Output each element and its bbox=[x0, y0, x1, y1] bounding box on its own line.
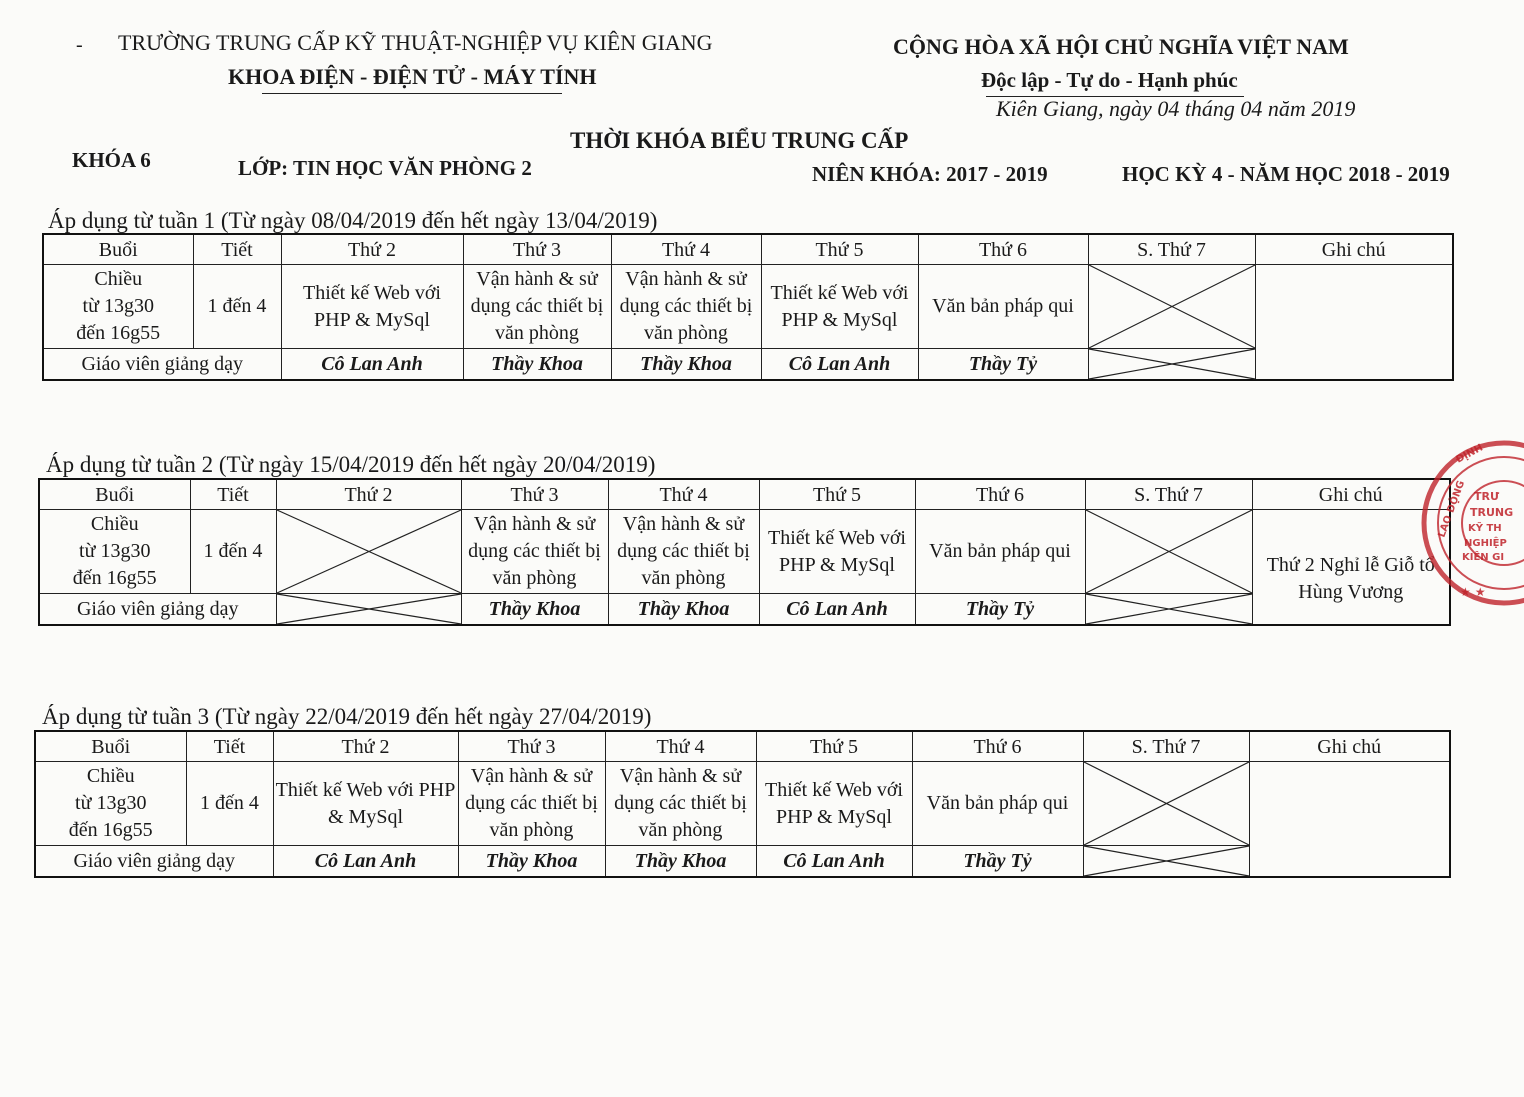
column-header: S. Thứ 7 bbox=[1083, 731, 1249, 762]
column-header: Thứ 6 bbox=[918, 234, 1088, 265]
document-title: THỜI KHÓA BIỂU TRUNG CẤP bbox=[570, 128, 909, 153]
column-header: Thứ 2 bbox=[281, 234, 463, 265]
course-label: KHÓA 6 bbox=[72, 148, 151, 172]
subject-cell: Văn bản pháp qui bbox=[918, 265, 1088, 349]
crossed-out-cell bbox=[1088, 349, 1255, 381]
teacher-cell: Thầy Tỷ bbox=[918, 349, 1088, 381]
column-header: Thứ 3 bbox=[463, 234, 611, 265]
column-header: Thứ 3 bbox=[458, 731, 605, 762]
subject-cell: Vận hành & sử dụng các thiết bị văn phòng bbox=[608, 510, 759, 594]
week-1-title: Áp dụng từ tuần 1 (Từ ngày 08/04/2019 đến hết ngày 13/04/2019) bbox=[48, 208, 658, 233]
teacher-cell: Cô Lan Anh bbox=[281, 349, 463, 381]
column-header: Thứ 6 bbox=[915, 479, 1085, 510]
svg-text:ĐỊNH: ĐỊNH bbox=[1454, 442, 1485, 466]
column-header: Ghi chú bbox=[1252, 479, 1450, 510]
column-header: Thứ 2 bbox=[276, 479, 461, 510]
subject-cell: Vận hành & sử dụng các thiết bị văn phòng bbox=[611, 265, 761, 349]
teacher-label-cell: Giáo viên giảng dạy bbox=[35, 846, 273, 878]
column-header: Tiết bbox=[193, 234, 281, 265]
crossed-out-cell bbox=[276, 510, 461, 594]
teacher-cell: Cô Lan Anh bbox=[756, 846, 912, 878]
svg-text:★ ★: ★ ★ bbox=[1460, 585, 1486, 599]
subject-cell: Vận hành & sử dụng các thiết bị văn phòng bbox=[463, 265, 611, 349]
column-header: Thứ 4 bbox=[605, 731, 756, 762]
column-header: Thứ 5 bbox=[761, 234, 918, 265]
school-name: TRƯỜNG TRUNG CẤP KỸ THUẬT-NGHIỆP VỤ KIÊN GIANG bbox=[118, 30, 713, 55]
column-header: Thứ 3 bbox=[461, 479, 608, 510]
week-1-timetable bbox=[42, 233, 1454, 381]
teacher-cell: Cô Lan Anh bbox=[273, 846, 458, 878]
teacher-cell: Thầy Tỷ bbox=[912, 846, 1083, 878]
periods-cell: 1 đến 4 bbox=[190, 510, 276, 594]
class-label: LỚP: TIN HỌC VĂN PHÒNG 2 bbox=[238, 156, 532, 180]
semester-label: HỌC KỲ 4 - NĂM HỌC 2018 - 2019 bbox=[1122, 162, 1450, 186]
week-3-timetable bbox=[34, 730, 1451, 878]
crossed-out-cell bbox=[1088, 265, 1255, 349]
subject-cell: Thiết kế Web với PHP & MySql bbox=[281, 265, 463, 349]
crossed-out-cell bbox=[1083, 846, 1249, 878]
column-header: Thứ 5 bbox=[759, 479, 915, 510]
column-header: Thứ 2 bbox=[273, 731, 458, 762]
crossed-out-cell bbox=[1083, 762, 1249, 846]
svg-text:NGHIỆP: NGHIỆP bbox=[1464, 538, 1507, 549]
session-cell: Chiều từ 13g30 đến 16g55 bbox=[43, 265, 193, 349]
svg-text:TRƯ: TRƯ bbox=[1474, 490, 1500, 503]
teacher-cell: Thầy Khoa bbox=[458, 846, 605, 878]
week-2-title: Áp dụng từ tuần 2 (Từ ngày 15/04/2019 đến hết ngày 20/04/2019) bbox=[46, 452, 656, 477]
periods-cell: 1 đến 4 bbox=[193, 265, 281, 349]
teacher-cell: Thầy Tỷ bbox=[915, 594, 1085, 626]
column-header: Buổi bbox=[35, 731, 186, 762]
subject-cell: Vận hành & sử dụng các thiết bị văn phòng bbox=[605, 762, 756, 846]
column-header: Thứ 4 bbox=[611, 234, 761, 265]
column-header: Thứ 4 bbox=[608, 479, 759, 510]
teacher-cell: Thầy Khoa bbox=[461, 594, 608, 626]
column-header: Tiết bbox=[190, 479, 276, 510]
teacher-cell: Thầy Khoa bbox=[605, 846, 756, 878]
subject-cell: Thiết kế Web với PHP & MySql bbox=[759, 510, 915, 594]
country-name: CỘNG HÒA XÃ HỘI CHỦ NGHĨA VIỆT NAM bbox=[893, 34, 1349, 59]
session-cell: Chiều từ 13g30 đến 16g55 bbox=[35, 762, 186, 846]
week-2-timetable bbox=[38, 478, 1451, 626]
teacher-cell: Thầy Khoa bbox=[611, 349, 761, 381]
column-header: Thứ 5 bbox=[756, 731, 912, 762]
crossed-out-cell bbox=[1085, 594, 1252, 626]
official-stamp bbox=[1404, 438, 1524, 608]
school-years-label: NIÊN KHÓA: 2017 - 2019 bbox=[812, 162, 1048, 186]
crossed-out-cell bbox=[276, 594, 461, 626]
svg-text:KỸ TH: KỸ TH bbox=[1468, 523, 1502, 534]
svg-text:KIÊN GI: KIÊN GI bbox=[1462, 552, 1505, 563]
column-header: S. Thứ 7 bbox=[1088, 234, 1255, 265]
column-header: Buổi bbox=[43, 234, 193, 265]
subject-cell: Vận hành & sử dụng các thiết bị văn phòng bbox=[458, 762, 605, 846]
teacher-cell: Cô Lan Anh bbox=[761, 349, 918, 381]
subject-cell: Văn bản pháp qui bbox=[912, 762, 1083, 846]
note-cell bbox=[1255, 265, 1453, 381]
teacher-label-cell: Giáo viên giảng dạy bbox=[39, 594, 276, 626]
svg-text:LAO ĐỘNG: LAO ĐỘNG bbox=[1436, 479, 1468, 540]
note-cell bbox=[1249, 762, 1450, 878]
subject-cell: Thiết kế Web với PHP & MySql bbox=[756, 762, 912, 846]
department-underline bbox=[262, 93, 562, 94]
subject-cell: Thiết kế Web với PHP & MySql bbox=[761, 265, 918, 349]
column-header: Thứ 6 bbox=[912, 731, 1083, 762]
column-header: Ghi chú bbox=[1249, 731, 1450, 762]
subject-cell: Vận hành & sử dụng các thiết bị văn phòng bbox=[461, 510, 608, 594]
week-3-title: Áp dụng từ tuần 3 (Từ ngày 22/04/2019 đến hết ngày 27/04/2019) bbox=[42, 704, 652, 729]
session-cell: Chiều từ 13g30 đến 16g55 bbox=[39, 510, 190, 594]
subject-cell: Thiết kế Web với PHP & MySql bbox=[273, 762, 458, 846]
column-header: Tiết bbox=[186, 731, 273, 762]
column-header: Buổi bbox=[39, 479, 190, 510]
teacher-cell: Cô Lan Anh bbox=[759, 594, 915, 626]
teacher-label-cell: Giáo viên giảng dạy bbox=[43, 349, 281, 381]
column-header: Ghi chú bbox=[1255, 234, 1453, 265]
note-cell: Thứ 2 Nghỉ lễ Giỗ tổ Hùng Vương bbox=[1252, 510, 1450, 626]
subject-cell: Văn bản pháp qui bbox=[915, 510, 1085, 594]
teacher-cell: Thầy Khoa bbox=[608, 594, 759, 626]
column-header: S. Thứ 7 bbox=[1085, 479, 1252, 510]
periods-cell: 1 đến 4 bbox=[186, 762, 273, 846]
corner-mark: - bbox=[76, 34, 83, 56]
national-motto: Độc lập - Tự do - Hạnh phúc bbox=[981, 68, 1238, 92]
department-name: KHOA ĐIỆN - ĐIỆN TỬ - MÁY TÍNH bbox=[228, 64, 597, 89]
crossed-out-cell bbox=[1085, 510, 1252, 594]
document-date: Kiên Giang, ngày 04 tháng 04 năm 2019 bbox=[996, 96, 1356, 121]
teacher-cell: Thầy Khoa bbox=[463, 349, 611, 381]
svg-text:TRUNG: TRUNG bbox=[1470, 506, 1514, 519]
